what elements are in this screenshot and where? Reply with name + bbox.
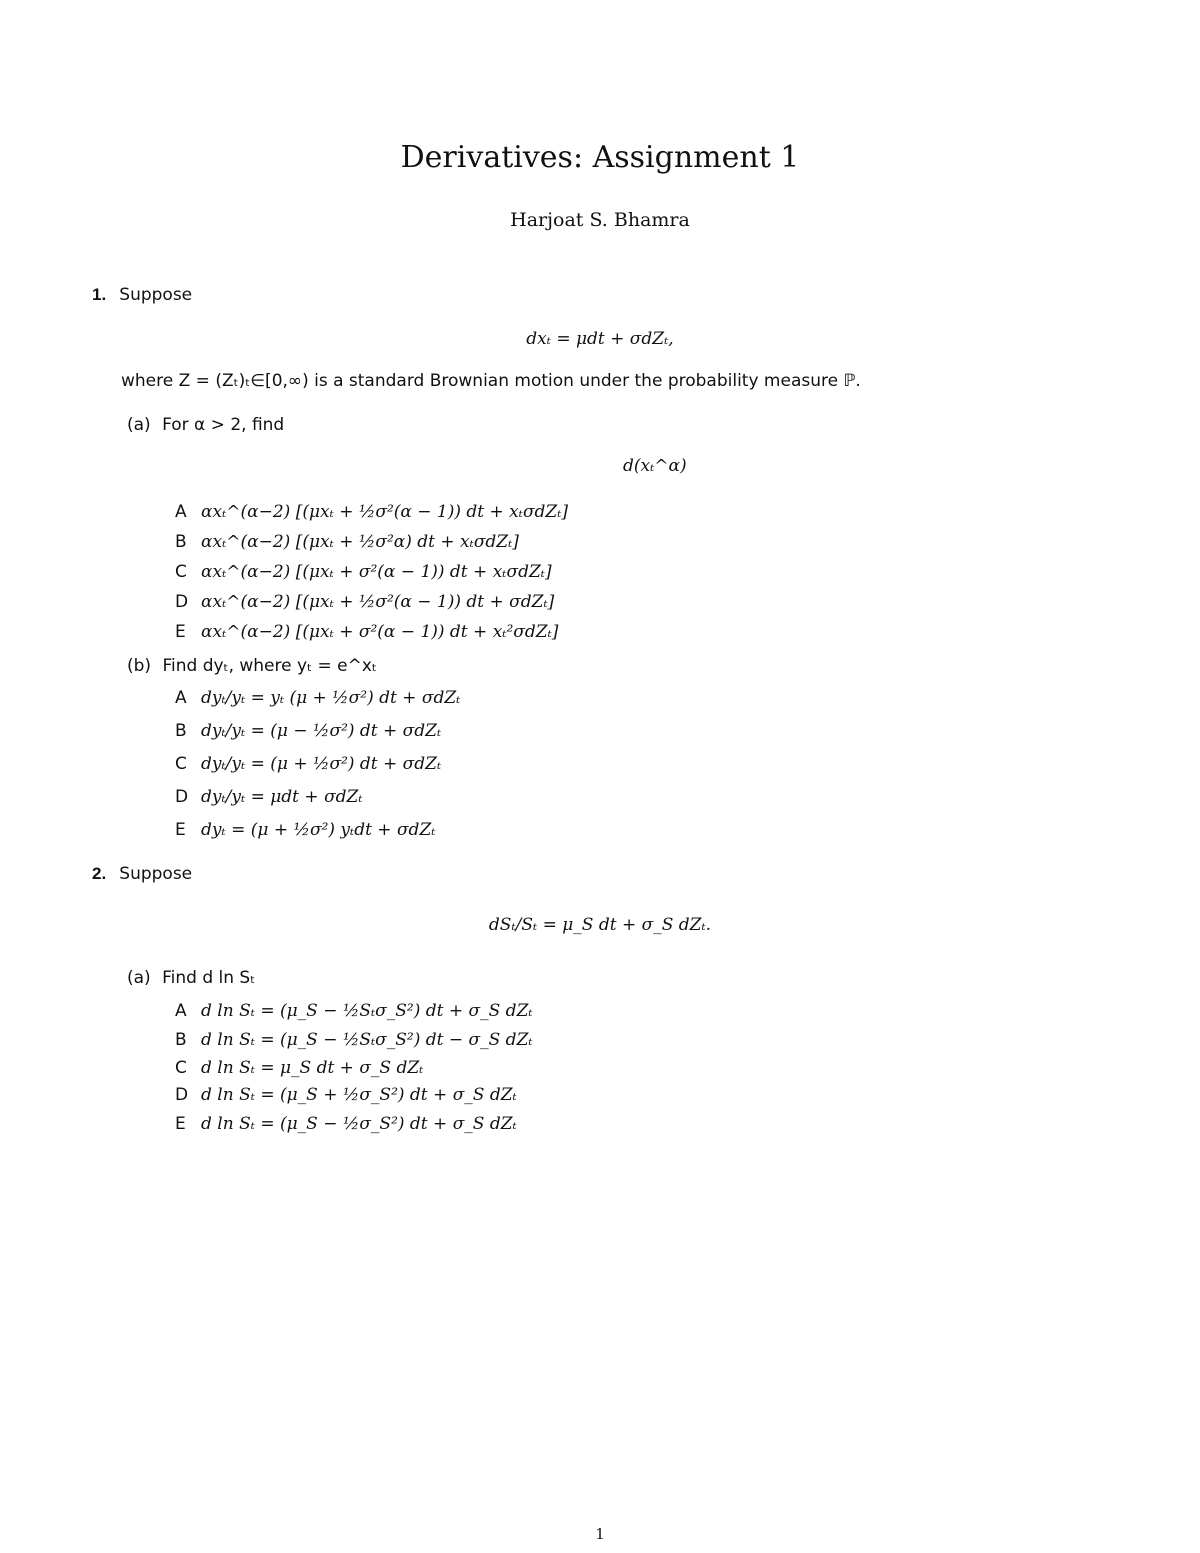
q2a-prompt [127,968,255,988]
question-1-header [92,285,192,305]
q2a-option-a[interactable]: A d ln Sₜ = (μ_S − ½Sₜσ_S²) dt + σ_S dZₜ [175,1001,533,1021]
q1b-option-b[interactable]: B dyₜ/yₜ = (μ − ½σ²) dt + σdZₜ [175,721,442,741]
q1a-option-e[interactable]: E αxₜ^(α−2) [(μxₜ + σ²(α − 1)) dt + xₜ²σdZₜ] [175,622,559,642]
q2a-option-b[interactable]: B d ln Sₜ = (μ_S − ½Sₜσ_S²) dt − σ_S dZₜ [175,1030,533,1050]
question-2-header [92,864,192,884]
q1b-option-d[interactable]: D dyₜ/yₜ = μdt + σdZₜ [175,787,363,807]
q1b-prompt [127,656,377,676]
q1b-option-a[interactable]: A dyₜ/yₜ = yₜ (μ + ½σ²) dt + σdZₜ [175,688,461,708]
page-number: 1 [595,1525,605,1543]
subquestion-text: For α > 2, find [162,415,285,435]
q2a-option-d[interactable]: D d ln Sₜ = (μ_S + ½σ_S²) dt + σ_S dZₜ [175,1085,517,1105]
q1-equation: dxₜ = μdt + σdZₜ, [526,329,674,349]
q1b-option-e[interactable]: E dyₜ = (μ + ½σ²) yₜdt + σdZₜ [175,820,436,840]
subquestion-text: Find dyₜ, where yₜ = e^xₜ [162,656,377,676]
q1a-option-b[interactable]: B αxₜ^(α−2) [(μxₜ + ½σ²α) dt + xₜσdZₜ] [175,532,519,552]
author-name: Harjoat S. Bhamra [510,209,690,231]
q1-where-text: where Z = (Zₜ)ₜ∈[0,∞) is a standard Brownian motion under the probability measure ℙ. [121,371,861,391]
q2a-option-e[interactable]: E d ln Sₜ = (μ_S − ½σ_S²) dt + σ_S dZₜ [175,1114,517,1134]
subquestion-label: (b) [127,656,152,676]
q1a-prompt [127,415,284,435]
q1a-option-d[interactable]: D αxₜ^(α−2) [(μxₜ + ½σ²(α − 1)) dt + σdZₜ] [175,592,555,612]
q1a-option-a[interactable]: A αxₜ^(α−2) [(μxₜ + ½σ²(α − 1)) dt + xₜσdZₜ] [175,502,569,522]
question-intro: Suppose [119,864,193,884]
question-number: 1. [92,285,107,304]
q2-equation: dSₜ/Sₜ = μ_S dt + σ_S dZₜ. [488,915,712,935]
question-number: 2. [92,864,107,883]
subquestion-label: (a) [127,415,151,435]
q1b-option-c[interactable]: C dyₜ/yₜ = (μ + ½σ²) dt + σdZₜ [175,754,442,774]
document-title: Derivatives: Assignment 1 [400,140,800,175]
q1a-target-expression: d(xₜ^α) [623,456,687,476]
q2a-option-c[interactable]: C d ln Sₜ = μ_S dt + σ_S dZₜ [175,1058,424,1078]
subquestion-label: (a) [127,968,151,988]
subquestion-text: Find d ln Sₜ [162,968,256,988]
q1a-option-c[interactable]: C αxₜ^(α−2) [(μxₜ + σ²(α − 1)) dt + xₜσdZₜ] [175,562,552,582]
question-intro: Suppose [119,285,193,305]
